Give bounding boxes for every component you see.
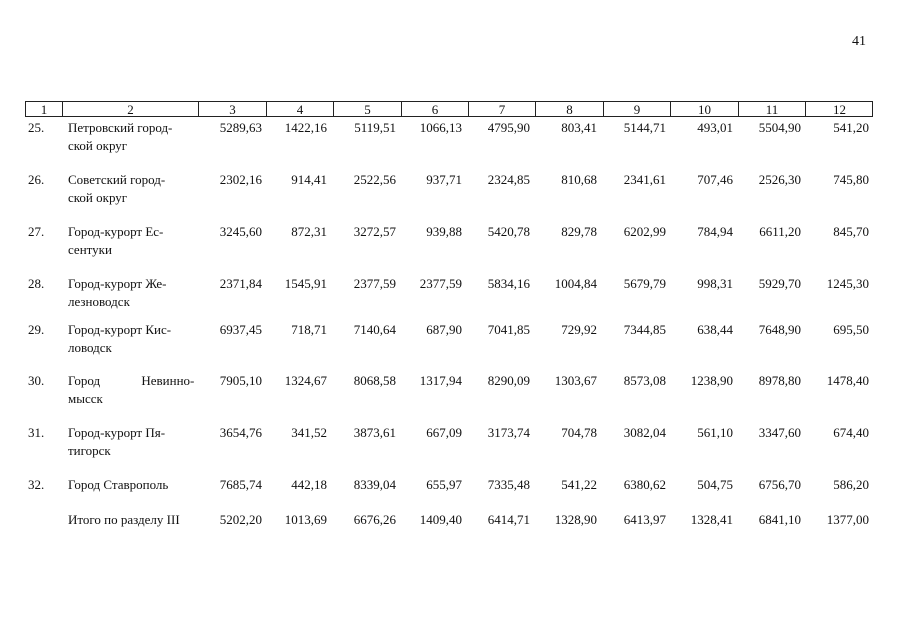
table-cell: 729,92 — [561, 322, 597, 337]
row-number: 26. — [28, 172, 45, 187]
table-cell: 704,78 — [561, 425, 597, 440]
row-name — [68, 372, 195, 408]
table-cell: 1317,94 — [419, 373, 462, 388]
header-cell: 11 — [739, 102, 806, 117]
table-cell: 5929,70 — [758, 276, 801, 291]
table-cell: 803,41 — [561, 120, 597, 135]
table-cell: 1238,90 — [690, 373, 733, 388]
table-cell: 4795,90 — [487, 120, 530, 135]
table-cell: 667,09 — [426, 425, 462, 440]
table-cell: 6202,99 — [623, 224, 666, 239]
table-cell: 845,70 — [833, 224, 869, 239]
table-cell: 5420,78 — [487, 224, 530, 239]
table-cell: 7041,85 — [487, 322, 530, 337]
table-cell: 810,68 — [561, 172, 597, 187]
table-cell: 687,90 — [426, 322, 462, 337]
row-name — [68, 119, 195, 155]
table-cell: 1245,30 — [826, 276, 869, 291]
table-cell: 655,97 — [426, 477, 462, 492]
table-cell: 2371,84 — [219, 276, 262, 291]
table-cell: 5202,20 — [219, 512, 262, 527]
row-number: 32. — [28, 477, 45, 492]
table-cell: 6414,71 — [487, 512, 530, 527]
row-number: 28. — [28, 276, 45, 291]
row-name-line: Город-курорт Кис- — [68, 322, 172, 337]
table-cell: 2522,56 — [353, 172, 396, 187]
table-cell: 5834,16 — [487, 276, 530, 291]
row-name-line: мысск — [68, 391, 103, 406]
table-cell: 939,88 — [426, 224, 462, 239]
table-cell: 998,31 — [697, 276, 733, 291]
row-name-line: ской округ — [68, 190, 128, 205]
header-cell: 3 — [199, 102, 267, 117]
table-cell: 3272,57 — [353, 224, 396, 239]
row-name-line: Город Невинно- — [68, 373, 195, 388]
row-number: 25. — [28, 120, 45, 135]
table-cell: 6841,10 — [758, 512, 801, 527]
table-cell: 3173,74 — [487, 425, 530, 440]
table-cell: 638,44 — [697, 322, 733, 337]
header-cell: 9 — [604, 102, 671, 117]
row-name — [68, 424, 195, 460]
header-cell: 1 — [26, 102, 63, 117]
table-cell: 7140,64 — [353, 322, 396, 337]
row-number: 27. — [28, 224, 45, 239]
table-cell: 718,71 — [291, 322, 327, 337]
table-cell: 5679,79 — [623, 276, 666, 291]
table-cell: 6413,97 — [623, 512, 666, 527]
table-cell: 7648,90 — [758, 322, 801, 337]
table-cell: 1409,40 — [419, 512, 462, 527]
row-name-line: ловодск — [68, 340, 112, 355]
row-number: 30. — [28, 373, 45, 388]
row-name-line: Город-курорт Пя- — [68, 425, 166, 440]
table-cell: 6756,70 — [758, 477, 801, 492]
row-name — [68, 321, 195, 357]
table-cell: 1545,91 — [284, 276, 327, 291]
table-cell: 6611,20 — [759, 224, 801, 239]
table-cell: 8978,80 — [758, 373, 801, 388]
table-cell: 6937,45 — [219, 322, 262, 337]
table-cell: 5289,63 — [219, 120, 262, 135]
table-cell: 341,52 — [291, 425, 327, 440]
table-cell: 8573,08 — [623, 373, 666, 388]
table-cell: 1478,40 — [826, 373, 869, 388]
header-cell: 2 — [63, 102, 199, 117]
table-cell: 2526,30 — [758, 172, 801, 187]
table-cell: 3082,04 — [623, 425, 666, 440]
header-cell: 4 — [267, 102, 334, 117]
table-cell: 561,10 — [697, 425, 733, 440]
table-cell: 3873,61 — [353, 425, 396, 440]
table-cell: 7685,74 — [219, 477, 262, 492]
total-label: Итого по разделу III — [68, 512, 180, 527]
table-cell: 7344,85 — [623, 322, 666, 337]
table-cell: 707,46 — [697, 172, 733, 187]
table-cell: 1328,90 — [554, 512, 597, 527]
table-header-row — [25, 101, 873, 117]
table-cell: 8339,04 — [353, 477, 396, 492]
row-name — [68, 171, 195, 207]
row-name-line: Петровский город- — [68, 120, 173, 135]
table-cell: 5504,90 — [758, 120, 801, 135]
table-cell: 745,80 — [833, 172, 869, 187]
row-name-line: ской округ — [68, 138, 128, 153]
table-cell: 1324,67 — [284, 373, 327, 388]
table-cell: 1066,13 — [419, 120, 462, 135]
table-cell: 3347,60 — [758, 425, 801, 440]
table-cell: 442,18 — [291, 477, 327, 492]
table-cell: 1377,00 — [826, 512, 869, 527]
table-cell: 7335,48 — [487, 477, 530, 492]
table-cell: 784,94 — [697, 224, 733, 239]
table-cell: 937,71 — [426, 172, 462, 187]
table-cell: 3245,60 — [219, 224, 262, 239]
row-name-line: Советский город- — [68, 172, 166, 187]
table-cell: 2324,85 — [487, 172, 530, 187]
table-cell: 674,40 — [833, 425, 869, 440]
header-cell: 12 — [833, 102, 846, 117]
table-cell: 493,01 — [697, 120, 733, 135]
table-cell: 586,20 — [833, 477, 869, 492]
table-cell: 695,50 — [833, 322, 869, 337]
row-name-line: тигорск — [68, 443, 111, 458]
row-name-line: Город-курорт Же- — [68, 276, 167, 291]
table-cell: 3654,76 — [219, 425, 262, 440]
table-cell: 1328,41 — [690, 512, 733, 527]
row-name-line: Город-курорт Ес- — [68, 224, 164, 239]
header-cell: 8 — [536, 102, 604, 117]
page-number: 41 — [852, 34, 866, 49]
table-cell: 1303,67 — [554, 373, 597, 388]
table-cell: 8290,09 — [487, 373, 530, 388]
header-cell: 7 — [469, 102, 536, 117]
row-name: Город Ставрополь — [68, 477, 169, 492]
table-cell: 6380,62 — [623, 477, 666, 492]
table-cell: 914,41 — [291, 172, 327, 187]
table-cell: 2302,16 — [219, 172, 262, 187]
table-cell: 5119,51 — [354, 120, 396, 135]
row-name-line: лезноводск — [68, 294, 130, 309]
header-cell: 5 — [334, 102, 402, 117]
row-number: 29. — [28, 322, 45, 337]
table-cell: 1422,16 — [284, 120, 327, 135]
row-name — [68, 275, 195, 311]
row-name — [68, 223, 195, 259]
table-cell: 1013,69 — [284, 512, 327, 527]
table-cell: 7905,10 — [219, 373, 262, 388]
table-cell: 2341,61 — [623, 172, 666, 187]
table-cell: 872,31 — [291, 224, 327, 239]
row-name-line: сентуки — [68, 242, 112, 257]
table-cell: 541,22 — [561, 477, 597, 492]
table-cell: 829,78 — [561, 224, 597, 239]
table-cell: 504,75 — [697, 477, 733, 492]
header-cell: 6 — [402, 102, 469, 117]
table-cell: 2377,59 — [419, 276, 462, 291]
row-number: 31. — [28, 425, 45, 440]
table-cell: 6676,26 — [353, 512, 396, 527]
table-cell: 5144,71 — [623, 120, 666, 135]
table-cell: 1004,84 — [554, 276, 597, 291]
header-cell: 10 — [671, 102, 739, 117]
table-cell: 2377,59 — [353, 276, 396, 291]
table-cell: 541,20 — [833, 120, 869, 135]
table-cell: 8068,58 — [353, 373, 396, 388]
